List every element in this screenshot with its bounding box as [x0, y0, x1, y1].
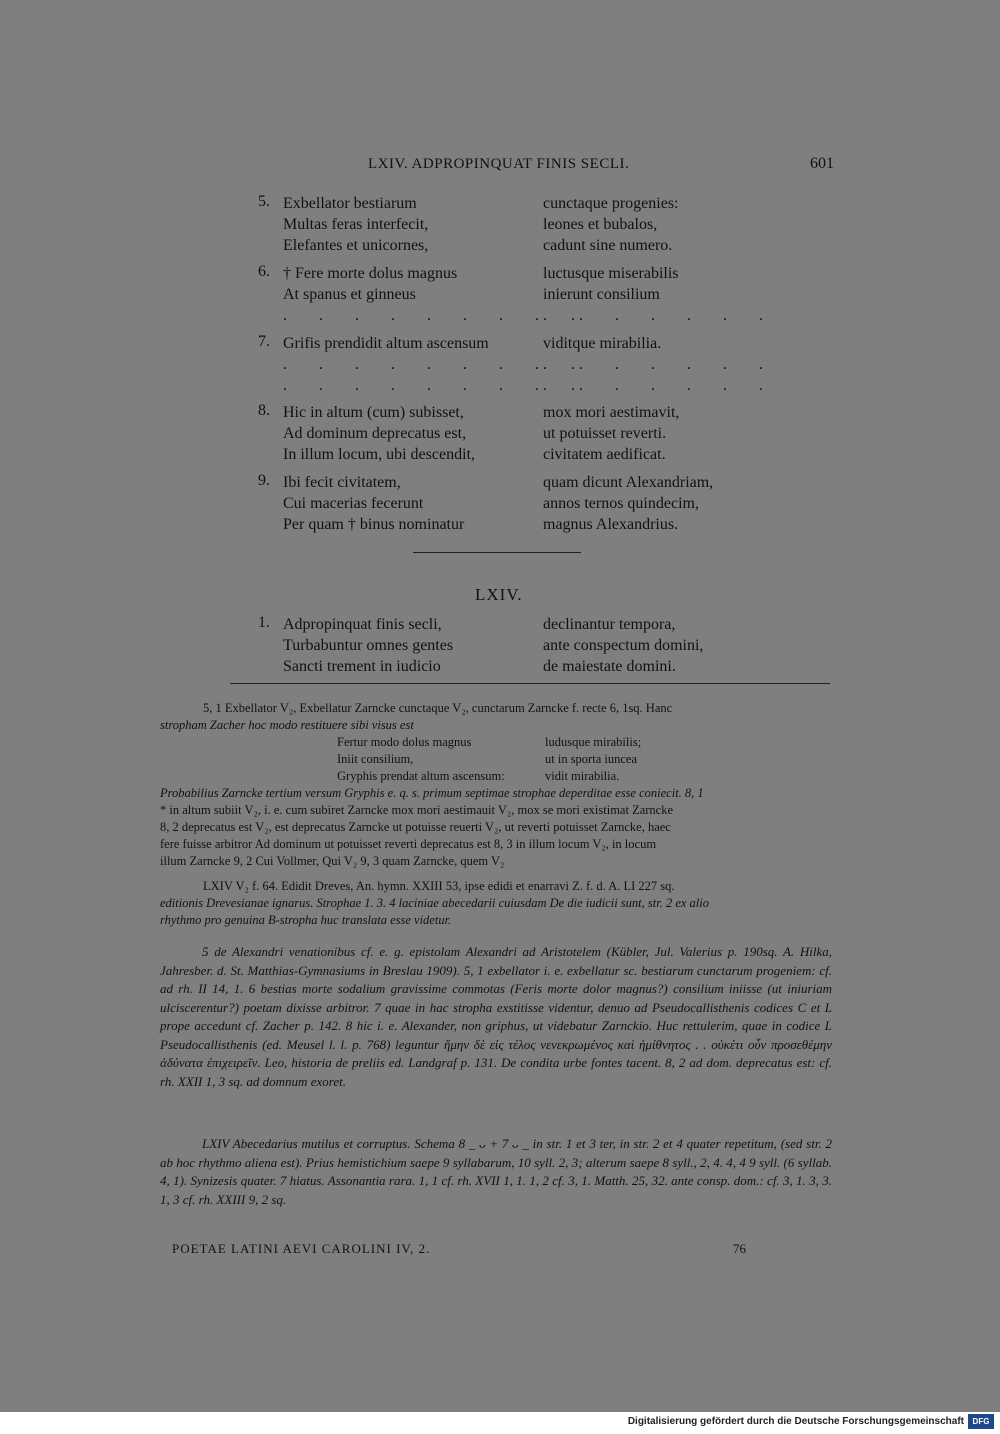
verse-right: annos ternos quindecim,: [543, 495, 699, 512]
apparatus-line: LXIV V₂ f. 64. Edidit Dreves, An. hymn. XXIII 53, ipse edidi et enarravi Z. f. d. A. LI 227 sq.: [203, 879, 675, 893]
apparatus-verse-right: vidit mirabilia.: [545, 769, 620, 783]
verse-left: Cui macerias fecerunt: [283, 495, 424, 512]
lacuna-dots: . . . . . . . . .: [283, 356, 589, 373]
stanza-number: 9.: [258, 472, 270, 489]
apparatus-line: 5, 1 Exbellator V₂, Exbellatur Zarncke cunctaque V₂, cunctarum Zarncke f. recte 6, 1sq. Hanc: [203, 701, 673, 715]
series-footer: POETAE LATINI AEVI CAROLINI IV, 2.: [172, 1241, 431, 1256]
verse-left: Adpropinquat finis secli,: [283, 616, 442, 633]
lacuna-dots: . . . . . . .: [543, 377, 777, 394]
verse-left: Elefantes et unicornes,: [283, 237, 429, 254]
verse-right: de maiestate domini.: [543, 658, 676, 675]
verse-left: Turbabuntur omnes gentes: [283, 637, 454, 654]
verse-left: Grifis prendidit altum ascensum: [283, 335, 489, 352]
apparatus-verse-left: Fertur modo dolus magnus: [337, 735, 472, 749]
running-title: LXIV. ADPROPINQUAT FINIS SECLI.: [368, 156, 630, 172]
verse-left: Multas feras interfecit,: [283, 216, 429, 233]
verse-left: At spanus et ginneus: [283, 286, 416, 303]
note-paragraph: LXIV Abecedarius mutilus et corruptus. Schema 8 _ ᴗ + 7 ᴗ _ in str. 1 et 3 ter, in str. 2 et 4 quater repetitum, (sed str. 2 ab hoc rhythmo aliena est). Prius hemistichium saepe 9 syllabarum, 10 syll. 2, 3; alterum saepe 8 syll., 2, 4. 4, 4 9 syll. (6 syllab. 4, 1). Synizesis quater. 7 hiatus. Assonantia rara. 1, 1 cf. rh. XVII 1, 1. 1, 2 cf. 3, 1. Matth. 25, 32. ante consp. dom.: cf. 3, 1. 3, 3. 1, 3 cf. rh. XXIII 9, 2 sq.: [160, 1136, 832, 1207]
stanza-number: 7.: [258, 333, 270, 350]
verse-right: ante conspectum domini,: [543, 637, 704, 654]
verse-left: † Fere morte dolus magnus: [283, 265, 458, 282]
apparatus-line: fere fuisse arbitror Ad dominum ut potuisset reverti deprecatus est 8, 3 in illum locum V₂, in locum: [160, 837, 657, 851]
verse-right: declinantur tempora,: [543, 616, 676, 633]
section-divider: [413, 552, 581, 553]
poem-title: LXIV.: [475, 585, 523, 604]
apparatus-verse-left: Gryphis prendat altum ascensum:: [337, 769, 505, 783]
stanza-number: 5.: [258, 193, 270, 210]
verse-right: ut potuisset reverti.: [543, 425, 667, 442]
apparatus-line: Probabilius Zarncke tertium versum Gryphis e. q. s. primum septimae strophae deperditae esse coniecit. 8, 1: [160, 786, 704, 800]
verse-left: Hic in altum (cum) subisset,: [283, 404, 464, 421]
verse-left: Ad dominum deprecatus est,: [283, 425, 467, 442]
verse-right: civitatem aedificat.: [543, 446, 666, 463]
apparatus-line: stropham Zacher hoc modo restituere sibi visus est: [160, 718, 414, 732]
verse-right: magnus Alexandrius.: [543, 516, 679, 533]
apparatus-line: * in altum subiit V₂, i. e. cum subiret Zarncke mox mori aestimauit V₂, mox se mori existimat Zarncke: [160, 803, 674, 817]
lacuna-dots: . . . . . . . . .: [283, 307, 589, 324]
page-number: 601: [810, 155, 834, 172]
verse-right: viditque mirabilia.: [543, 335, 662, 352]
verse-right: luctusque miserabilis: [543, 265, 679, 282]
verse-left: Sancti trement in iudicio: [283, 658, 441, 675]
apparatus-verse-right: ut in sporta iuncea: [545, 752, 637, 766]
stanza-number: 6.: [258, 263, 270, 280]
verse-right: cadunt sine numero.: [543, 237, 673, 254]
verse-right: mox mori aestimavit,: [543, 404, 680, 421]
verse-left: In illum locum, ubi descendit,: [283, 446, 475, 463]
stanza-number: 1.: [258, 614, 270, 631]
verse-right: inierunt consilium: [543, 286, 660, 303]
apparatus-line: illum Zarncke 9, 2 Cui Vollmer, Qui V₂ 9, 3 quam Zarncke, quem V₂: [160, 854, 505, 868]
apparatus-verse-left: Iniit consilium,: [337, 752, 414, 766]
note-paragraph: 5 de Alexandri venationibus cf. e. g. epistolam Alexandri ad Aristotelem (Kübler, Jul. Valerius p. 190sq. A. Hilka, Jahresber. d. St. Matthias-Gymnasiums in Breslau 1909). 5, 1 exbellator i. e. exbellatur sc. bestiarum cunctarum progeniem: cf. ad rh. II 14, 1. 6 bestias morte sodalium gravissime commotas (Feris morte dolor magnus?) consilium iniisse (ut iniuriam ulciscerentur?) poetam dixisse arbitror. 7 quae in hac stropha exstitisse videntur, denuo ad Pseudocallisthenis codices C et L prope accedunt cf. Zacher p. 142. 8 hic i. e. Alexander, non griphus, ut videbatur Zarnckio. Huc rettulerim, quae in codice L Pseudocallisthenis (ed. Meusel l. l. p. 768) leguntur ἤμην δὲ εἰς τέλος νενεκρωμένος καὶ ἡμίθνητος . . οὐκέτι οὖν προσεθέμην ἀδύνατα ἐπιχειρεῖν. Leo, historia de preliis ed. Landgraf p. 131. De condita urbe fontes tacent. 8, 2 ad dom. deprecatus est: cf. rh. XXII 1, 3 sq. ad domnum exoret.: [160, 944, 832, 1089]
apparatus-rule: [230, 683, 830, 684]
lacuna-dots: . . . . . . .: [543, 307, 777, 324]
commentary-note: [160, 943, 832, 1091]
lacuna-dots: . . . . . . . . .: [283, 377, 589, 394]
verse-left: Per quam † binus nominatur: [283, 516, 465, 533]
apparatus-line: rhythmo pro genuina B-stropha huc translata esse videtur.: [160, 913, 452, 927]
commentary-note: [160, 1135, 832, 1209]
verse-right: leones et bubalos,: [543, 216, 658, 233]
verse-right: quam dicunt Alexandriam,: [543, 474, 714, 491]
verse-left: Exbellator bestiarum: [283, 195, 417, 212]
lacuna-dots: . . . . . . .: [543, 356, 777, 373]
apparatus-line: editionis Drevesianae ignarus. Strophae 1. 3. 4 laciniae abecedarii cuiusdam De die iudicii sunt, str. 2 ex alio: [160, 896, 709, 910]
verse-left: Ibi fecit civitatem,: [283, 474, 401, 491]
verse-right: cunctaque progenies:: [543, 195, 679, 212]
apparatus-verse-right: ludusque mirabilis;: [545, 735, 642, 749]
dfg-credit: Digitalisierung gefördert durch die Deutsche Forschungsgemeinschaft: [627, 1416, 964, 1427]
sheet-signature: 76: [733, 1241, 746, 1256]
stanza-number: 8.: [258, 402, 270, 419]
apparatus-line: 8, 2 deprecatus est V₂, est deprecatus Zarncke ut potuisse reuerti V₂, ut reverti potuisset Zarncke, haec: [160, 820, 671, 834]
dfg-logo-icon: DFG: [968, 1414, 994, 1429]
